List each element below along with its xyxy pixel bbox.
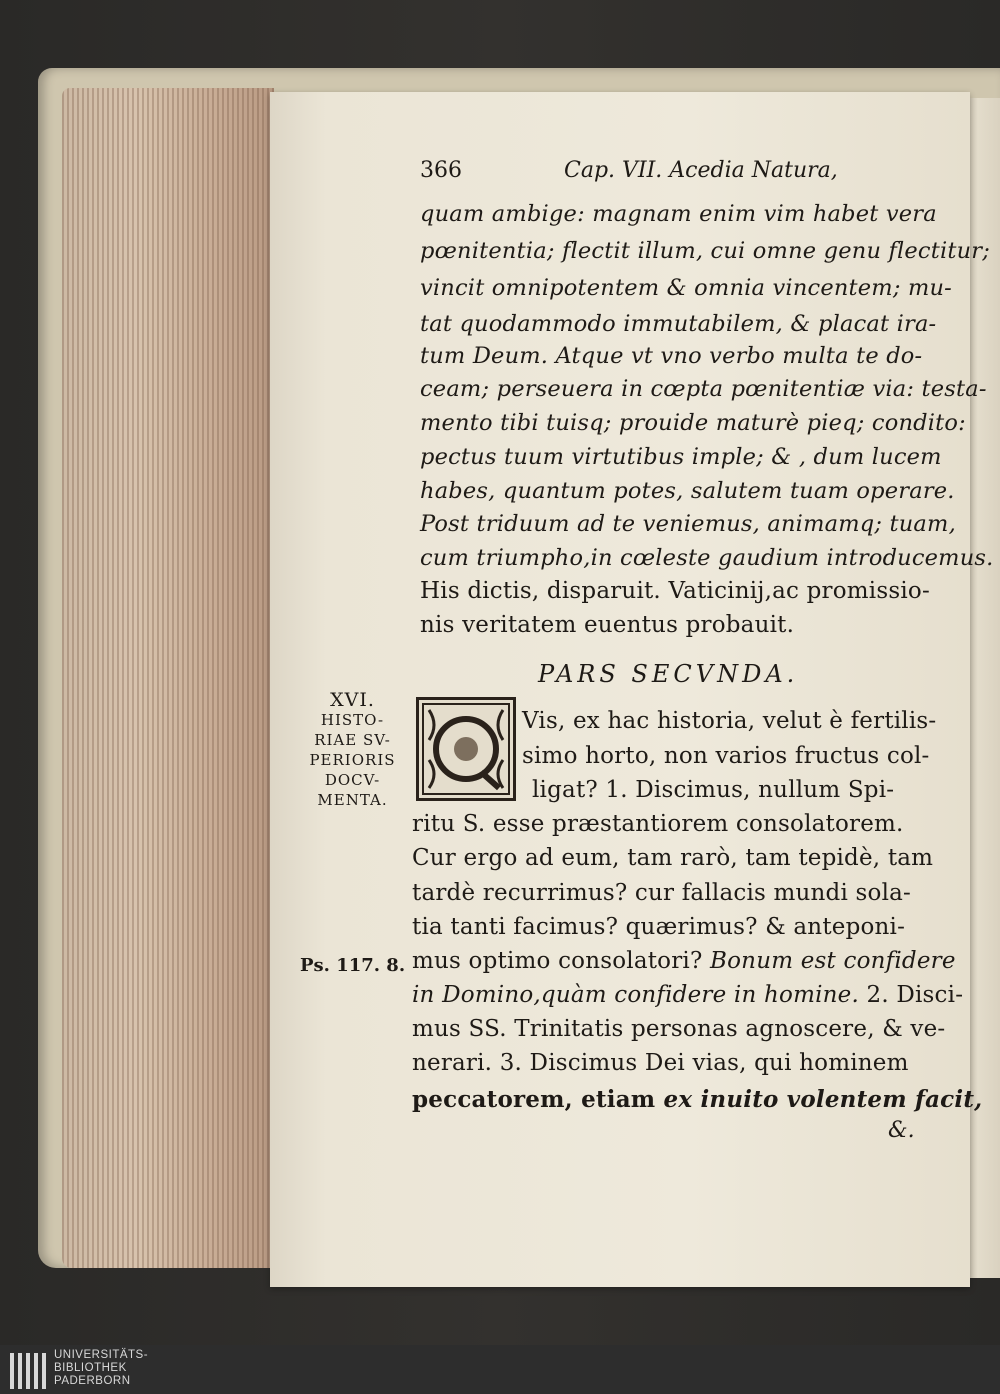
margin-reference: Ps. 117. 8. — [300, 955, 406, 976]
text-italic: in Domino,quàm confidere in homine. — [412, 982, 859, 1008]
margin-note-number: XVI. — [330, 689, 375, 711]
text-line: tat quodammodo immutabilem, & placat ira- — [420, 311, 937, 337]
margin-note-line: PERIORIS — [309, 751, 396, 769]
text-line: Vis, ex hac historia, velut è fertilis- — [522, 708, 937, 734]
text-line — [412, 950, 956, 973]
text-line: quam ambige: magnam enim vim habet vera — [420, 201, 937, 227]
text-line: simo horto, non varios fructus col- — [522, 743, 930, 769]
library-name-line: UNIVERSITÄTS- — [54, 1349, 149, 1361]
text-line: vincit omnipotentem & omnia vincentem; mu- — [420, 275, 952, 301]
decorated-initial — [416, 697, 516, 801]
margin-note-line: RIAE SV- — [314, 731, 391, 749]
text-line: pectus tuum virtutibus imple; & , dum lucem — [420, 444, 942, 470]
library-footer — [0, 1345, 1000, 1394]
university-library-logo — [8, 1351, 48, 1391]
margin-note-line: DOCV- — [324, 771, 381, 789]
text-roman: peccatorem, etiam — [412, 1086, 656, 1113]
page-number: 366 — [420, 158, 462, 183]
text-line: cum triumpho,in cœleste gaudium introducemus. — [420, 545, 994, 571]
text-roman: mus optimo consolatori? — [412, 948, 703, 974]
text-line: habes, quantum potes, salutem tuam operare. — [420, 478, 955, 504]
chapter-title: Cap. VII. Acedia Natura, — [564, 158, 838, 183]
text-line — [412, 984, 963, 1007]
text-line: Post triduum ad te veniemus, animamq; tuam, — [420, 511, 956, 537]
catchword: &. — [888, 1118, 915, 1143]
text-line: tardè recurrimus? cur fallacis mundi sola- — [412, 880, 912, 906]
library-name — [54, 1349, 148, 1388]
text-line: ceam; perseuera in cœpta pœnitentiæ via: testa- — [420, 376, 987, 402]
running-head — [420, 158, 930, 183]
text-italic: Bonum est confidere — [710, 948, 956, 974]
text-line: ligat? 1. Discimus, nullum Spi- — [532, 777, 895, 803]
text-line: ritu S. esse præstantiorem consolatorem. — [412, 811, 904, 837]
text-roman: 2. Disci- — [866, 982, 964, 1008]
margin-note-line: MENTA. — [317, 791, 388, 809]
text-line: mento tibi tuisq; prouide maturè pieq; condito: — [420, 410, 966, 436]
library-name-line: BIBLIOTHEK — [54, 1362, 127, 1374]
text-line — [412, 1088, 982, 1111]
text-line: mus SS. Trinitatis personas agnoscere, & ve- — [412, 1016, 946, 1042]
text-line: nerari. 3. Discimus Dei vias, qui hominem — [412, 1050, 909, 1076]
text-line: tia tanti facimus? quærimus? & anteponi- — [412, 914, 906, 940]
text-italic: ex inuito volentem facit, — [663, 1086, 983, 1113]
text-line: nis veritatem euentus probauit. — [420, 612, 795, 638]
drop-cap-letter — [466, 749, 467, 750]
library-name-line: PADERBORN — [54, 1375, 131, 1387]
section-heading: PARS SECVNDA. — [538, 660, 799, 688]
margin-note — [300, 690, 405, 810]
text-line: pœnitentia; flectit illum, cui omne genu flectitur; — [420, 238, 991, 264]
text-line: His dictis, disparuit. Vaticinij,ac promissio- — [420, 578, 930, 604]
text-line: tum Deum. Atque vt vno verbo multa te do- — [420, 343, 923, 369]
margin-note-line: HISTO- — [320, 711, 385, 729]
text-line: Cur ergo ad eum, tam rarò, tam tepidè, tam — [412, 845, 934, 871]
book-fore-edge — [62, 88, 274, 1268]
